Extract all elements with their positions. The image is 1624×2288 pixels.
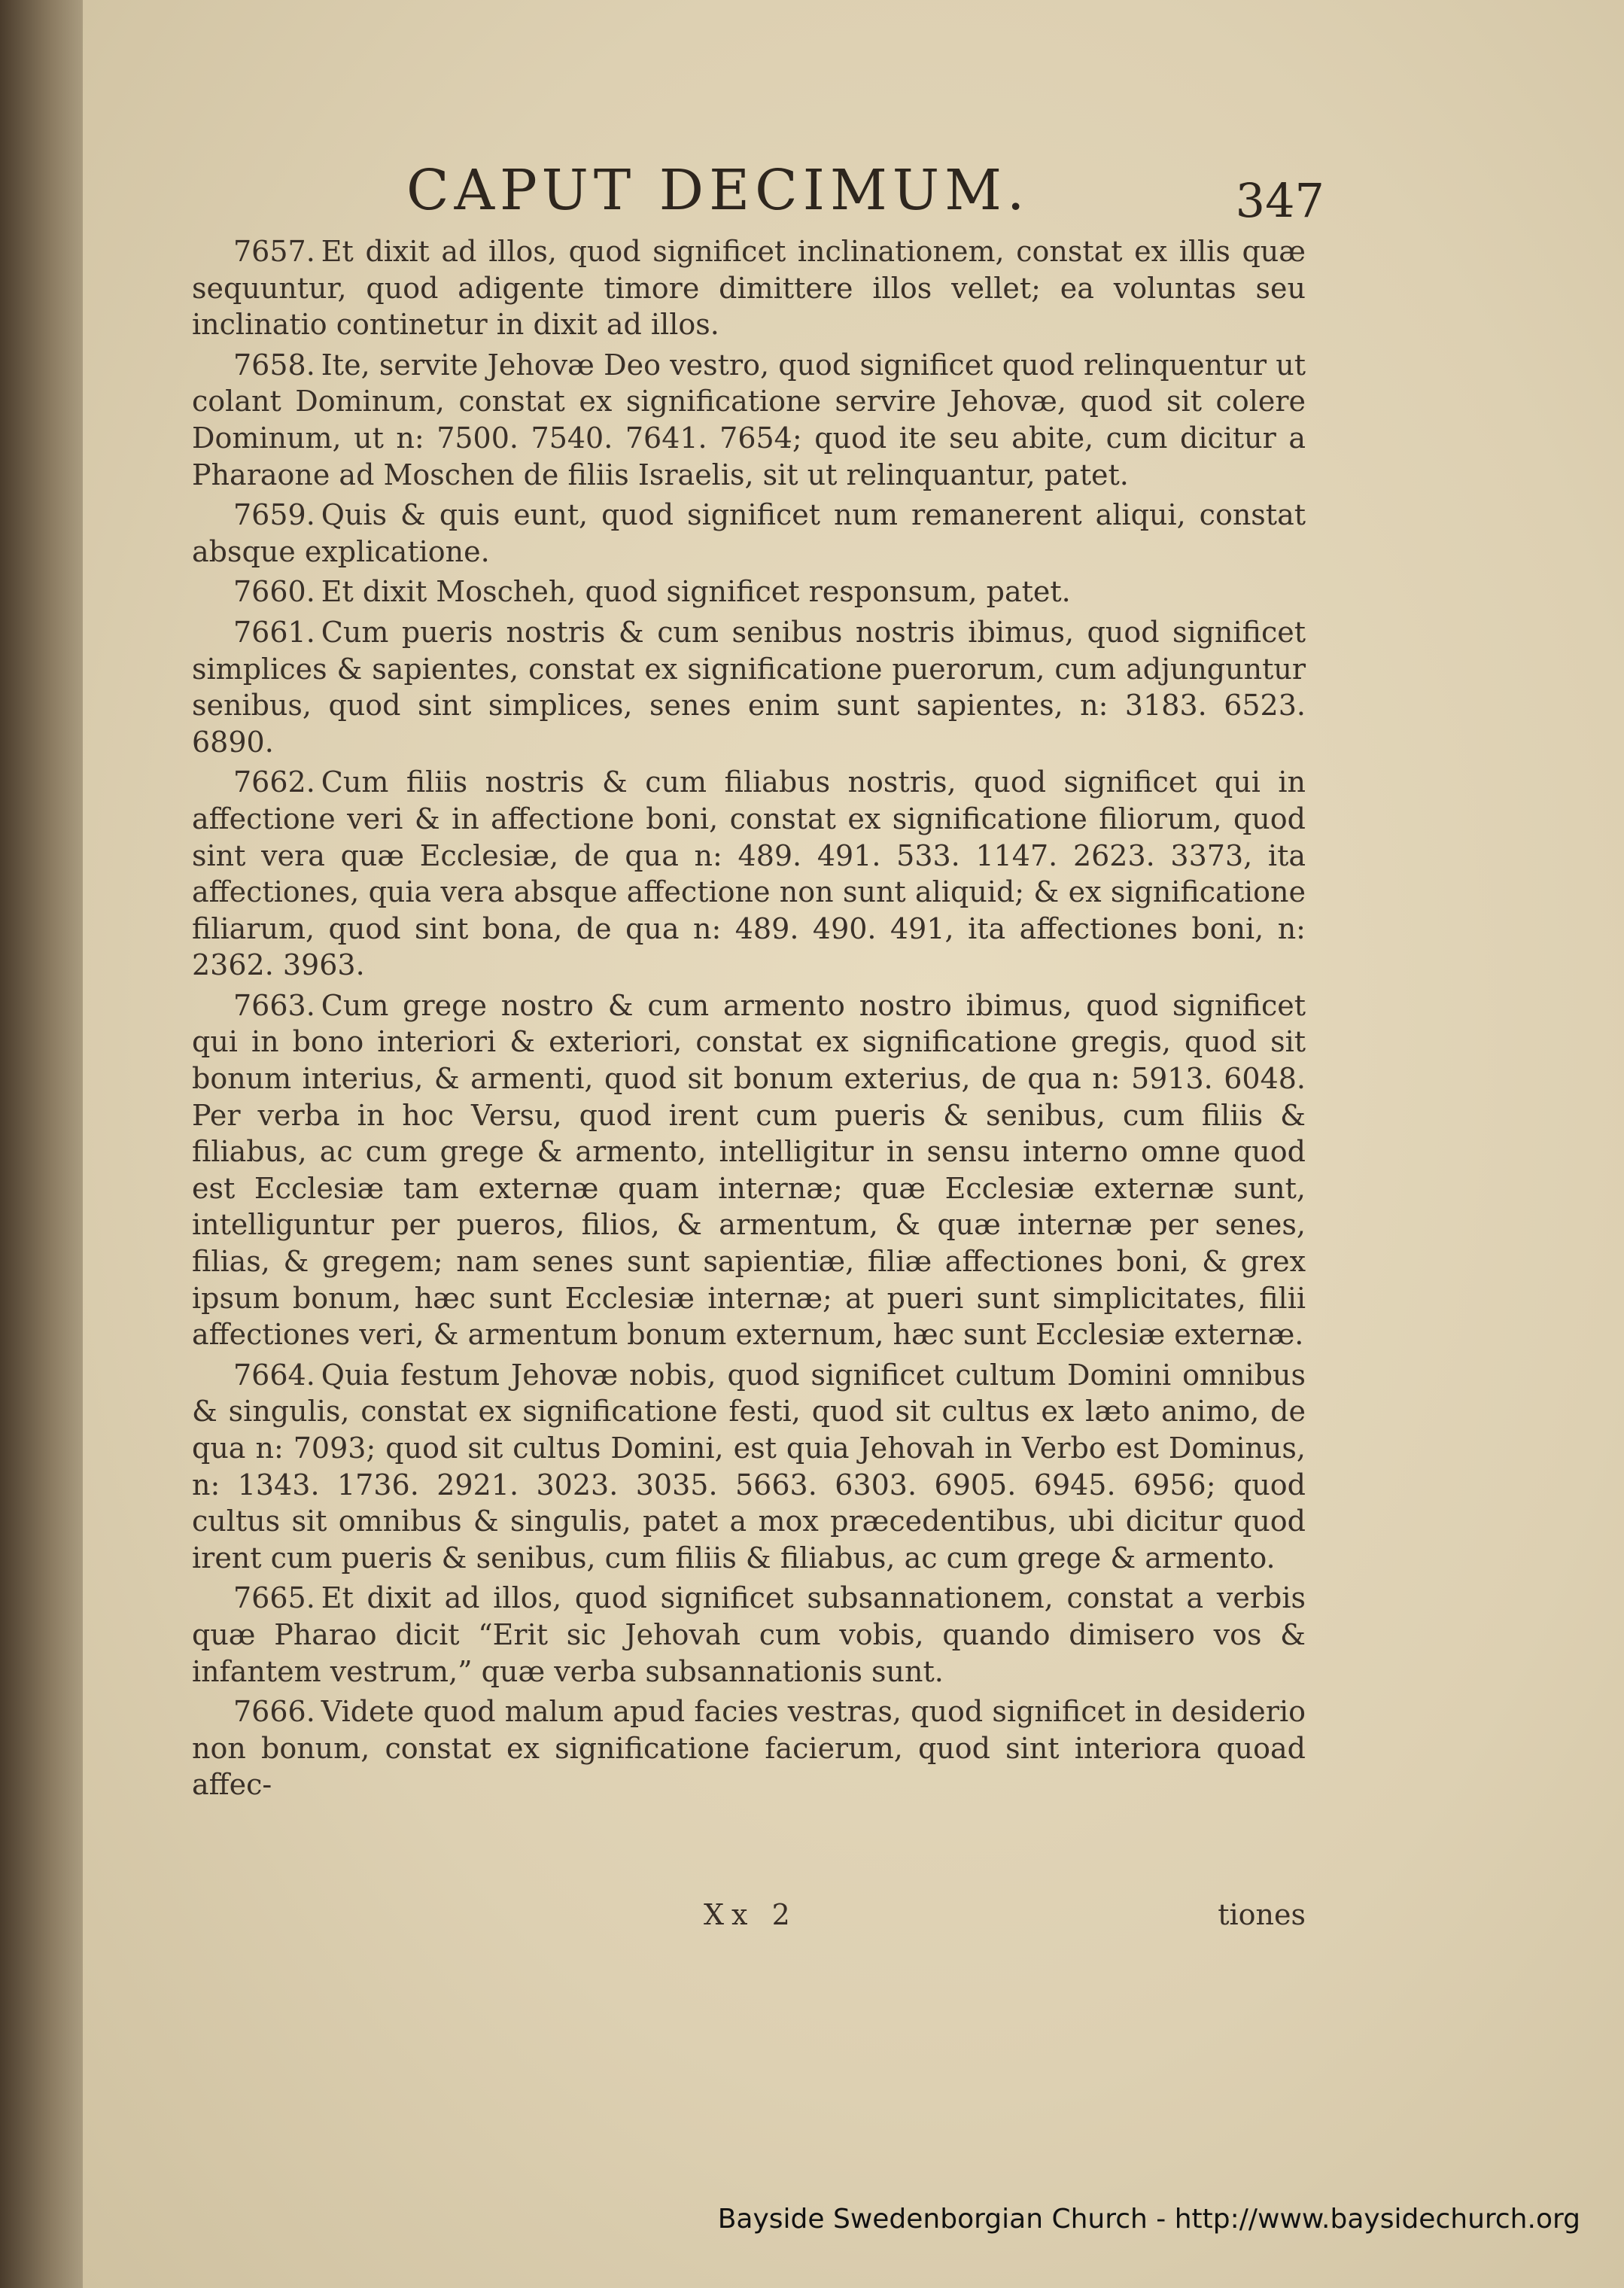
paragraph-7661 xyxy=(192,614,1306,760)
catchword: tiones xyxy=(1218,1898,1306,1931)
paragraph-text: Cum grege nostro & cum armento nostro ibimus, quod significet qui in bono interiori & exteriori, constat ex significatione gregis, quod sit bonum interius, & armenti, quod sit bonum exterius, de qua n: 5913. 6048. Per verba in hoc Versu, quod irent cum pueris & senibus, cum filiis & filiabus, ac cum grege & armento, intelligitur in sensu interno omne quod est Ecclesiæ tam externæ quam internæ; quæ Ecclesiæ externæ sunt, intelliguntur per pueros, filios, & armentum, & quæ internæ per senes, filias, & gregem; nam senes sunt sapientiæ, filiæ affectiones boni, & grex ipsum bonum, hæc sunt Ecclesiæ internæ; at pueri sunt simplicitates, filii affectiones veri, & armentum bonum externum, hæc sunt Ecclesiæ externæ. xyxy=(192,988,1306,1352)
paragraph-text: Et dixit ad illos, quod significet inclinationem, constat ex illis quæ sequuntur, quod adigente timore dimittere illos vellet; ea voluntas seu inclinatio continetur in dixit ad illos. xyxy=(192,235,1306,342)
paragraph-number: 7665. xyxy=(233,1581,315,1615)
page-header xyxy=(188,158,1324,241)
paragraph-number: 7666. xyxy=(233,1695,315,1729)
running-title: CAPUT DECIMUM. xyxy=(406,158,1030,223)
paragraph-7665 xyxy=(192,1580,1306,1690)
paragraph-number: 7660. xyxy=(233,575,315,609)
paragraph-text: Cum filiis nostris & cum filiabus nostris, quod significet qui in affectione veri & in affectione boni, constat ex significatione filiorum, quod sint vera quæ Ecclesiæ, de qua n: 489. 491. 533. 1147. 2623. 3373, ita affectiones, quia vera absque affectione non sunt aliquid; & ex significatione filiarum, quod sint bona, de qua n: 489. 490. 491, ita affectiones boni, n: 2362. 3963. xyxy=(192,765,1306,982)
paragraph-7662 xyxy=(192,764,1306,984)
paragraph-7664 xyxy=(192,1357,1306,1577)
paragraph-number: 7657. xyxy=(233,235,315,268)
paragraph-text: Quis & quis eunt, quod significet num remanerent aliqui, constat absque explicatione. xyxy=(192,498,1306,568)
page-footer xyxy=(192,1898,1306,1943)
watermark-text: Bayside Swedenborgian Church - http://www.baysidechurch.org xyxy=(717,2204,1580,2235)
paragraph-text: Quia festum Jehovæ nobis, quod significet cultum Domini omnibus & singulis, constat ex significatione festi, quod sit cultus ex læto animo, de qua n: 7093; quod sit cultus Domini, est quia Jehovah in Verbo est Dominus, n: 1343. 1736. 2921. 3023. 3035. 5663. 6303. 6905. 6945. 6956; quod cultus sit omnibus & singulis, patet a mox præcedentibus, ubi dicitur quod irent cum pueris & senibus, cum filiis & filiabus, ac cum grege & armento. xyxy=(192,1358,1306,1575)
paragraph-text: Et dixit Moscheh, quod significet responsum, patet. xyxy=(321,575,1071,609)
paragraph-number: 7662. xyxy=(233,765,315,799)
signature-mark: Xx 2 xyxy=(704,1898,798,1931)
paragraph-number: 7663. xyxy=(233,988,315,1022)
paragraph-number: 7664. xyxy=(233,1358,315,1392)
paragraph-text: Et dixit ad illos, quod significet subsannationem, constat a verbis quæ Pharao dicit “Erit sic Jehovah cum vobis, quando dimisero vos & infantem vestrum,” quæ verba subsannationis sunt. xyxy=(192,1581,1306,1688)
paragraph-7658 xyxy=(192,347,1306,493)
page-number: 347 xyxy=(1235,173,1324,228)
body-text xyxy=(192,233,1306,1807)
paragraph-text: Cum pueris nostris & cum senibus nostris ibimus, quod significet simplices & sapientes, constat ex significatione puerorum, cum adjunguntur senibus, quod sint simplices, senes enim sunt sapientes, n: 3183. 6523. 6890. xyxy=(192,615,1306,759)
paragraph-7659 xyxy=(192,497,1306,570)
paragraph-7663 xyxy=(192,987,1306,1353)
paragraph-number: 7658. xyxy=(233,348,315,382)
paragraph-number: 7659. xyxy=(233,498,315,532)
paragraph-7657 xyxy=(192,233,1306,343)
paragraph-text: Ite, servite Jehovæ Deo vestro, quod significet quod relinquentur ut colant Dominum, constat ex significatione servire Jehovæ, quod sit colere Dominum, ut n: 7500. 7540. 7641. 7654; quod ite seu abite, cum dicitur a Pharaone ad Moschen de filiis Israelis, sit ut relinquantur, patet. xyxy=(192,348,1306,491)
paragraph-7660 xyxy=(192,574,1306,610)
paragraph-number: 7661. xyxy=(233,615,315,649)
paragraph-text: Videte quod malum apud facies vestras, quod significet in desiderio non bonum, constat ex significatione facierum, quod sint interiora quoad affec- xyxy=(192,1695,1306,1802)
paragraph-7666 xyxy=(192,1693,1306,1803)
